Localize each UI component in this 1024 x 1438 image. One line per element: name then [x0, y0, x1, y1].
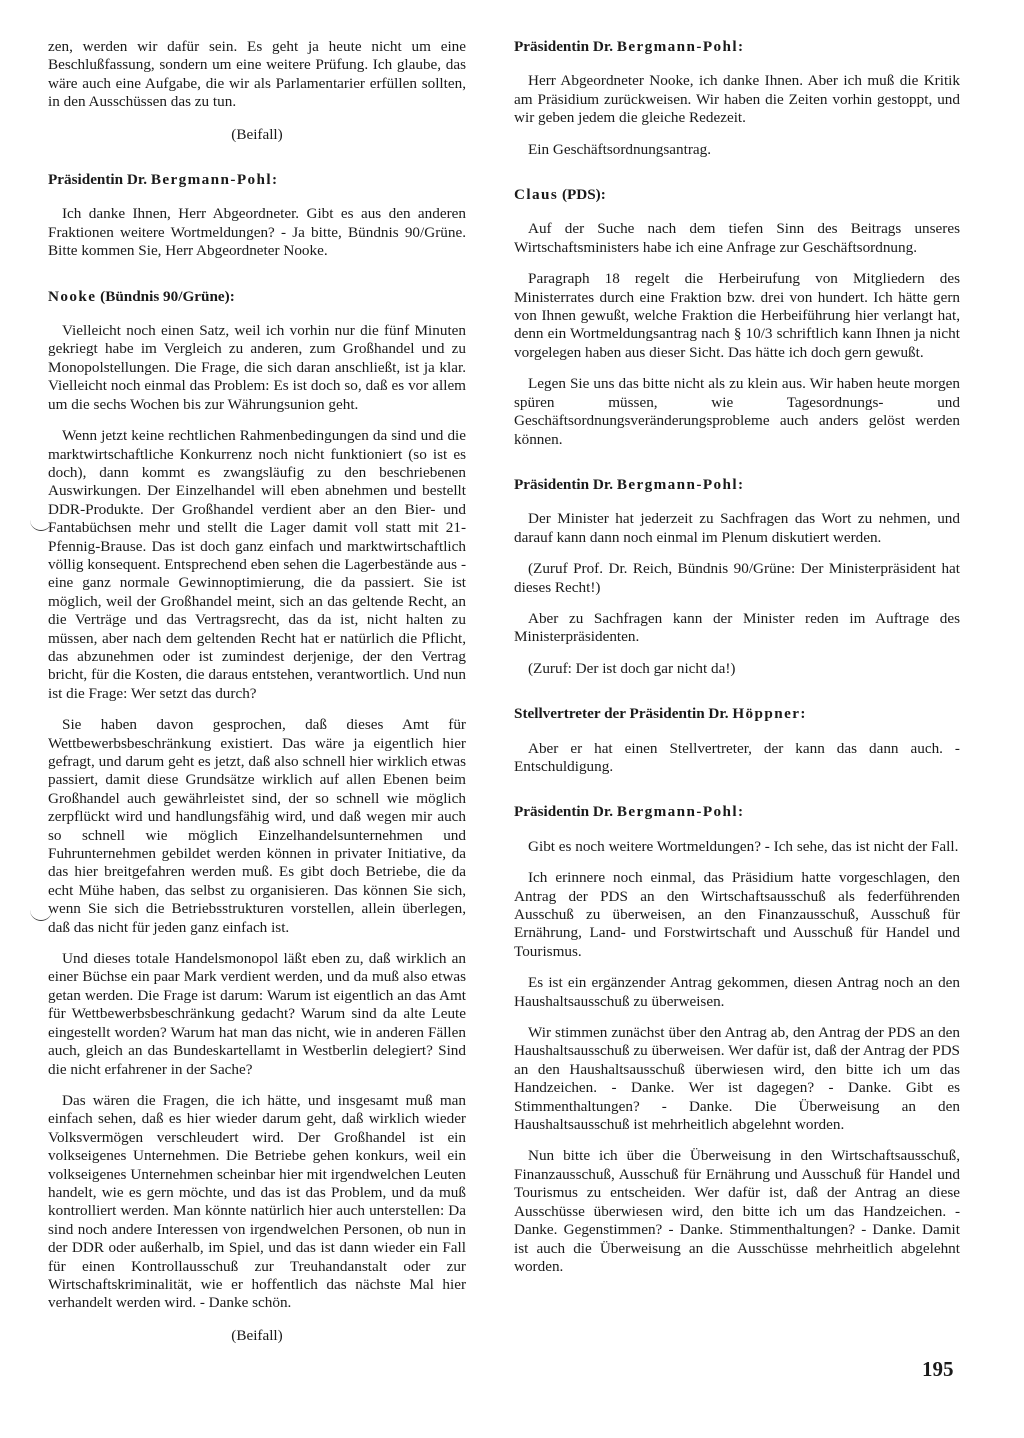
- speaker-surname: Bergmann-Pohl:: [616, 38, 745, 55]
- paragraph: Und dieses totale Handelsmonopol läßt eben zu, daß wirklich an einer Büchse ein paar Mark verdient werden, und da muß also etwas getan werden. Die Frage ist darum: Warum ist eigentlich an das Amt für Wettbewerbsbeschränkung gedacht? Warum sind da alte Leute eingestellt worden? Warum hat man das nicht, wie in anderen Fällen auch, gleich an das Bundeskartellamt in Westberlin delegiert? Sind die nicht erfahrener in der Sache?: [48, 950, 466, 1078]
- applause-note: (Beifall): [231, 125, 283, 143]
- paragraph: Legen Sie uns das bitte nicht als zu klein aus. Wir haben heute morgen spüren müssen, wie Tagesordnungs- und Geschäftsordnungsveränderungsprobleme auch anders gelöst werden können.: [514, 375, 960, 448]
- paragraph: Vielleicht noch einen Satz, weil ich vorhin nur die fünf Minuten gekriegt habe im Vergleich zu anderen, zum Großhandel und zu Monopolstellungen. Die Frage, die sich daran anschließt, ist ja klar. Vielleicht noch einmal das Problem: Es ist doch so, daß es vor allem um die sechs Wochen bis zur Währungsunion geht.: [48, 322, 466, 413]
- interjection: (Zuruf Prof. Dr. Reich, Bündnis 90/Grüne: Der Ministerpräsident hat dieses Recht!): [514, 560, 960, 596]
- speaker-party: (Bündnis 90/Grüne):: [100, 287, 235, 305]
- paragraph: Sie haben davon gesprochen, daß dieses Amt für Wettbewerbsbeschränkung existiert. Das wäre ja eigentlich hier gefragt, und darum geht es jetzt, daß also schnell hier wirklich etwas passiert, damit diese Grundsätze wirklich auf allen Ebenen beim Großhandel auch gewährleistet sind, der so schnell wie möglich zerpflückt wird und handlungsfähig wird, und daß wegen mir auch so schnell wie möglich Einzelhandelsunternehmen und Fuhrunternehmen gebildet werden können in privater Initiative, da das hier breitgefahren werden muß. Es gibt doch Betriebe, die da echt Mühe haben, das selbst zu organisieren. Das können Sie sich, wenn Sie sich die Betriebsstrukturen vorstellen, allein überlegen, daß das nicht für jeden ganz einfach ist.: [48, 716, 466, 936]
- paragraph: Es ist ein ergänzender Antrag gekommen, diesen Antrag noch an den Haushaltsausschuß zu überweisen.: [514, 974, 960, 1010]
- paragraph: Auf der Suche nach dem tiefen Sinn des Beitrags unseres Wirtschaftsministers habe ich eine Anfrage zur Geschäftsordnung.: [514, 220, 960, 256]
- speaker-party: (PDS):: [561, 186, 606, 204]
- paragraph: Ich erinnere noch einmal, das Präsidium hatte vorgeschlagen, den Antrag der PDS an den Wirtschaftsausschuß als federführenden Ausschuß zu überweisen, an den Finanzausschuß, Ausschuß für Ernährung, Land- und Forstwirtschaft und Ausschuß für Handel und Tourismus.: [514, 869, 960, 960]
- speaker-heading: [514, 705, 960, 723]
- speaker-title: Stellvertreter der Präsidentin Dr.: [514, 705, 729, 723]
- right-column: [514, 38, 960, 1276]
- speaker-heading: [514, 476, 960, 494]
- paragraph: Paragraph 18 regelt die Herbeirufung von Mitgliedern des Ministerrates durch eine Fraktion bzw. drei von hundert. Ich hätte gern von Ihnen gewußt, welche Fraktion die Herbeiführung hier verlangt hat, denn ein Wortmeldungsantrag nach § 10/3 schriftlich kann Ihnen ja nicht vorgelegen haben aus dieser Sicht. Das hätte ich doch gern gewußt.: [514, 270, 960, 361]
- paragraph: Das wären die Fragen, die ich hätte, und insgesamt muß man einfach sehen, daß es hier wieder darum geht, daß wirklich wieder Volksvermögen verschleudert wird. Der Großhandel ist ein volkseigenes Unternehmen. Die Betriebe gehen konkurs, weil ein volkseigenes Unternehmen scheinbar hier mit irgendwelchen Leuten handelt, wie es gern möchte, und das ist das Problem, und da muß kontrolliert werden. Man könnte natürlich hier auch unterstellen: Da sind noch andere Interessen von irgendwelchen Personen, ob nun in der DDR oder außerhalb, im Spiel, und das ist dann wieder ein Fall für einen Kontrollausschuß zur Treuhandanstalt oder zur Wirtschaftskriminalität, wie er hoffentlich das nächste Mal hier verhandelt werden wird. - Danke schön.: [48, 1091, 466, 1312]
- speaker-title: Präsidentin Dr.: [48, 171, 148, 189]
- speaker-surname: Bergmann-Pohl:: [616, 475, 745, 493]
- paragraph: Der Minister hat jederzeit zu Sachfragen das Wort zu nehmen, und darauf kann dann noch einmal im Plenum diskutiert werden.: [514, 510, 960, 546]
- paragraph: Wenn jetzt keine rechtlichen Rahmenbedingungen da sind und die marktwirtschaftliche Konkurrenz noch nicht funktioniert (so ist es doch), dann kommt es zwangsläufig zu den beschriebenen Auswirkungen. Der Einzelhandel will eben abnehmen und bestellt DDR-Produkte. Der Großhandel verdient aber an den Bier- und Fantabüchsen mehr und stellt die Lager damit voll statt mit 21-Pfennig-Brause. Das ist doch ganz einfach und marktwirtschaftlich völlig konsequent. Entsprechend eben sehen die Lagerbestände aus - eine ganz normale Gewinnoptimierung, die da passiert. Sie ist möglich, weil der Großhandel meint, sich an das geltende Recht, an die Verträge und das Vertragsrecht, das da ist, nicht halten zu müssen, aber nach dem geltenden Recht hat er natürlich die Pflicht, das abzunehmen oder ist zumindest derjenige, der den Vertrag bricht, für die Kosten, die daraus entstehen, verantwortlich. Und nun ist die Frage: Wer setzt das durch?: [48, 427, 466, 702]
- paragraph: Aber er hat einen Stellvertreter, der kann das dann auch. - Entschuldigung.: [514, 739, 960, 775]
- speaker-title: Präsidentin Dr.: [514, 475, 614, 493]
- speaker-heading: [48, 288, 466, 306]
- left-column: [48, 38, 466, 1345]
- paragraph: Gibt es noch weitere Wortmeldungen? - Ich sehe, das ist nicht der Fall.: [528, 837, 959, 855]
- paragraph: Wir stimmen zunächst über den Antrag ab, den Antrag der PDS an den Haushaltsausschuß zu überweisen. Wer dafür ist, daß der Antrag der PDS an den Haushaltsausschuß überwiesen wird, den bitte ich um das Handzeichen. - Danke. Wer ist dagegen? - Danke. Gibt es Stimmenthaltungen? - Danke. Die Überweisung an den Haushaltsausschuß ist mehrheitlich abgelehnt worden.: [514, 1024, 960, 1134]
- speaker-title: Präsidentin Dr.: [514, 803, 614, 821]
- page-number: 195: [922, 1357, 954, 1381]
- speaker-heading: [514, 38, 960, 56]
- paragraph: Ich danke Ihnen, Herr Abgeordneter. Gibt es aus den anderen Fraktionen weitere Wortmeldungen? - Ja bitte, Bündnis 90/Grüne. Bitte kommen Sie, Herr Abgeordneter Nooke.: [48, 205, 466, 260]
- interjection: (Zuruf: Der ist doch gar nicht da!): [528, 659, 736, 677]
- speaker-heading: [48, 171, 466, 189]
- speaker-surname: Claus: [514, 186, 559, 204]
- speaker-surname: Nooke: [48, 287, 97, 305]
- speaker-surname: Bergmann-Pohl:: [616, 803, 745, 821]
- paragraph: Herr Abgeordneter Nooke, ich danke Ihnen. Aber ich muß die Kritik am Präsidium zurückweisen. Wir haben die Zeiten vorhin gestoppt, und wir geben jedem die gleiche Redezeit.: [514, 72, 960, 127]
- speaker-surname: Höppner:: [732, 705, 807, 723]
- paragraph: Aber zu Sachfragen kann der Minister reden im Auftrage des Ministerpräsidenten.: [514, 609, 960, 646]
- paragraph: Ein Geschäftsordnungsantrag.: [528, 140, 712, 158]
- paragraph: zen, werden wir dafür sein. Es geht ja heute nicht um eine Beschlußfassung, sondern um eine weitere Prüfung. Ich glaube, das wäre auch eine Aufgabe, die wir als Parlamentarier erfüllen sollten, in den Ausschüssen das zu tun.: [48, 38, 466, 111]
- paragraph: Nun bitte ich über die Überweisung in den Wirtschaftsausschuß, Finanzausschuß, Ausschuß für Ernährung und Ausschuß für Handel und Tourismus zu entscheiden. Wer dafür ist, daß der Antrag an diese Ausschüsse überwiesen wird, den bitte ich um das Handzeichen. - Danke. Gegenstimmen? - Danke. Stimmenthaltungen? - Danke. Damit ist auch die Überweisung an die Ausschüsse mehrheitlich abgelehnt worden.: [514, 1147, 960, 1275]
- speaker-heading: [514, 803, 960, 821]
- speaker-surname: Bergmann-Pohl:: [150, 171, 279, 189]
- speaker-heading: [514, 186, 960, 204]
- speaker-title: Präsidentin Dr.: [514, 38, 614, 55]
- applause-note: (Beifall): [231, 1326, 283, 1344]
